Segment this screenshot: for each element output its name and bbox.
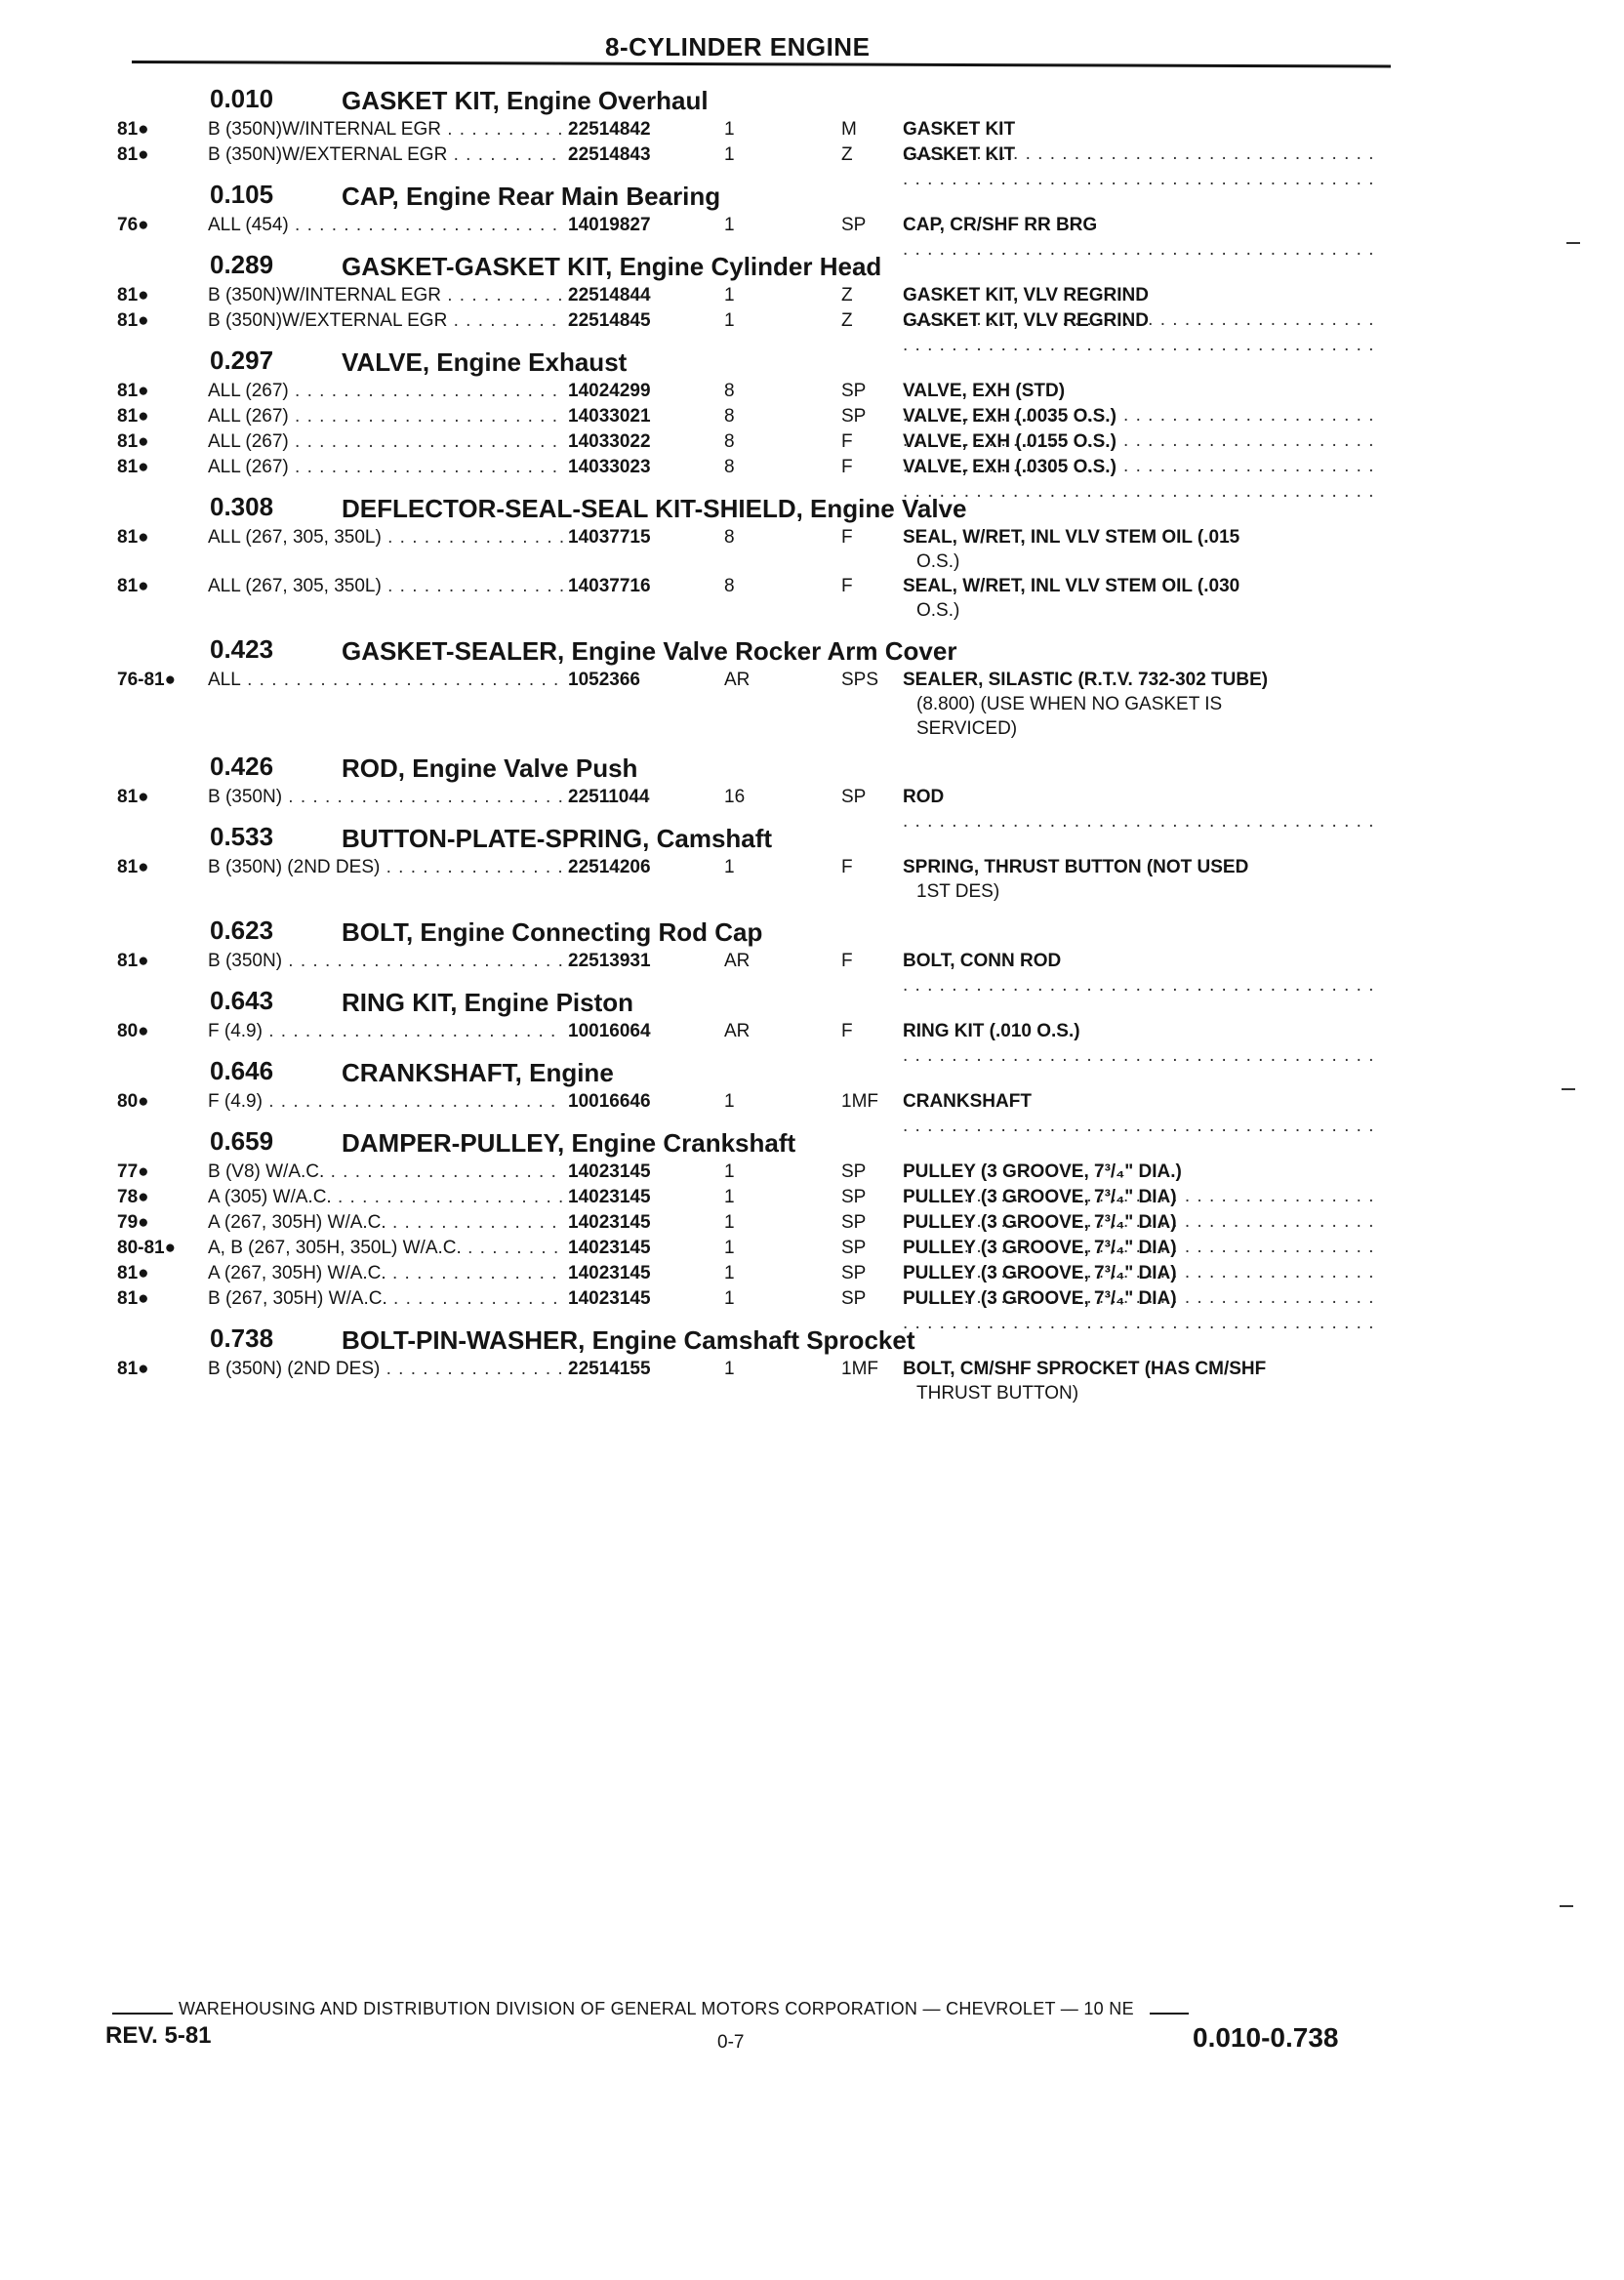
model-year: 81●: [117, 119, 149, 140]
part-group: [0, 629, 1624, 746]
group-description: CRANKSHAFT, Engine: [342, 1058, 614, 1087]
part-name-line: SEAL, W/RET, INL VLV STEM OIL (.015: [903, 527, 1240, 548]
part-number: 10016064: [564, 1019, 651, 1043]
application: B (350N)W/EXTERNAL EGR . . .: [208, 142, 564, 167]
part-row: [0, 1357, 1624, 1405]
part-row: [0, 429, 1624, 455]
part-number: 22511044: [564, 785, 650, 809]
model-year: 77●: [117, 1161, 149, 1182]
footer-rule-right: [1150, 2013, 1189, 2015]
source-code: 1MF: [841, 1359, 878, 1379]
part-row: [0, 213, 1624, 238]
application: B (350N)W/EXTERNAL EGR . . .: [208, 308, 564, 333]
part-number: 22514843: [564, 142, 651, 167]
parts-list: [0, 78, 1624, 1411]
application: ALL (267) . . .: [208, 404, 564, 428]
part-number: 14023145: [564, 1160, 651, 1184]
part-number: 14023145: [564, 1286, 651, 1311]
group-heading: [0, 340, 1624, 379]
part-number: 22514845: [564, 308, 651, 333]
part-number: 10016646: [564, 1089, 651, 1114]
model-year: 81●: [117, 1359, 149, 1379]
group-range: 0.010-0.738: [1193, 2022, 1339, 2053]
application: B (350N) . . .: [208, 785, 564, 809]
part-name: [903, 525, 1381, 574]
part-number: 14037716: [564, 574, 651, 598]
model-year: 81●: [117, 951, 149, 971]
part-group: [0, 486, 1624, 629]
part-number: 14023145: [564, 1236, 651, 1260]
model-year: 81●: [117, 144, 149, 165]
application: B (350N) (2ND DES) . . .: [208, 1357, 564, 1381]
part-group: [0, 980, 1624, 1050]
part-name-line: PULLEY (3 GROOVE, 7³/₄" DIA.): [903, 1161, 1182, 1182]
quantity: AR: [724, 670, 751, 690]
source-code: F: [841, 1021, 853, 1041]
application: F (4.9) . . .: [208, 1019, 564, 1043]
model-year: 76●: [117, 215, 149, 235]
source-code: Z: [841, 144, 853, 165]
part-number: 14023145: [564, 1210, 651, 1235]
part-group: [0, 746, 1624, 816]
quantity: 1: [724, 215, 735, 235]
quantity: 8: [724, 406, 735, 427]
part-number: 14023145: [564, 1185, 651, 1209]
source-code: Z: [841, 310, 853, 331]
part-group: [0, 174, 1624, 244]
model-year: 79●: [117, 1212, 149, 1233]
group-code: 0.643: [210, 986, 274, 1015]
quantity: 8: [724, 527, 735, 548]
group-description: ROD, Engine Valve Push: [342, 753, 638, 783]
part-name-line: SEALER, SILASTIC (R.T.V. 732-302 TUBE): [903, 670, 1269, 690]
source-code: SP: [841, 1288, 867, 1309]
page-number: 0-7: [717, 2032, 745, 2053]
part-number: 22514842: [564, 117, 651, 142]
application: B (267, 305H) W/A.C. . . .: [208, 1286, 564, 1311]
application: B (350N) . . .: [208, 949, 564, 973]
part-name-line: 1ST DES): [916, 881, 1000, 902]
quantity: 1: [724, 1238, 735, 1258]
application: A (267, 305H) W/A.C. . . .: [208, 1261, 564, 1285]
part-row: [0, 1210, 1624, 1236]
group-heading: [0, 244, 1624, 283]
model-year: 81●: [117, 381, 149, 401]
source-code: F: [841, 527, 853, 548]
group-code: 0.423: [210, 634, 274, 664]
part-name-line: O.S.): [916, 600, 960, 621]
group-heading: [0, 1120, 1624, 1160]
group-code: 0.010: [210, 84, 274, 113]
part-number: 22514155: [564, 1357, 651, 1381]
part-name-line: ROD: [903, 787, 945, 807]
group-heading: [0, 1318, 1624, 1357]
group-heading: [0, 629, 1624, 668]
model-year: 81●: [117, 1263, 149, 1283]
footer-division: [112, 1999, 1357, 2019]
part-row: [0, 1089, 1624, 1115]
page-title: 8-CYLINDER ENGINE: [605, 32, 871, 61]
quantity: 8: [724, 576, 735, 596]
model-year: 80●: [117, 1091, 149, 1112]
application: F (4.9) . . .: [208, 1089, 564, 1114]
part-number: 14037715: [564, 525, 651, 550]
quantity: 1: [724, 1212, 735, 1233]
part-name-line: PULLEY (3 GROOVE, 7³/₄" DIA): [903, 1263, 1177, 1283]
group-code: 0.308: [210, 492, 274, 521]
part-name-line: CAP, CR/SHF RR BRG: [903, 215, 1098, 235]
application: B (350N)W/INTERNAL EGR . . .: [208, 283, 564, 307]
model-year: 81●: [117, 1288, 149, 1309]
application: ALL (267) . . .: [208, 379, 564, 403]
part-name-line: VALVE, EXH (.0155 O.S.): [903, 431, 1116, 452]
group-description: BUTTON-PLATE-SPRING, Camshaft: [342, 824, 773, 853]
part-row: [0, 308, 1624, 334]
group-description: GASKET-GASKET KIT, Engine Cylinder Head: [342, 252, 882, 281]
application: ALL (267, 305, 350L) . . .: [208, 574, 564, 598]
margin-tick: [1560, 1905, 1573, 1907]
source-code: SP: [841, 1238, 867, 1258]
source-code: SP: [841, 1263, 867, 1283]
application: ALL (267) . . .: [208, 429, 564, 454]
part-number: 14019827: [564, 213, 651, 237]
part-row: [0, 1236, 1624, 1261]
part-row: [0, 1185, 1624, 1210]
part-group: [0, 910, 1624, 980]
application: ALL (267, 305, 350L) . . .: [208, 525, 564, 550]
margin-tick: [1562, 1088, 1575, 1090]
model-year: 78●: [117, 1187, 149, 1207]
part-number: 14024299: [564, 379, 651, 403]
part-group: [0, 1318, 1624, 1411]
quantity: 1: [724, 310, 735, 331]
part-name: [903, 668, 1381, 741]
group-code: 0.289: [210, 250, 274, 279]
part-name-line: VALVE, EXH (STD): [903, 381, 1066, 401]
part-row: [0, 668, 1624, 740]
quantity: 1: [724, 857, 735, 877]
group-code: 0.646: [210, 1056, 274, 1085]
model-year: 81●: [117, 787, 149, 807]
application: ALL . . .: [208, 668, 564, 692]
model-year: 81●: [117, 285, 149, 305]
group-description: DAMPER-PULLEY, Engine Crankshaft: [342, 1128, 796, 1158]
group-heading: [0, 746, 1624, 785]
group-description: GASKET KIT, Engine Overhaul: [342, 86, 709, 115]
part-number: 1052366: [564, 668, 640, 692]
application: B (V8) W/A.C. . . .: [208, 1160, 564, 1184]
part-name: [903, 1357, 1381, 1405]
quantity: 8: [724, 431, 735, 452]
quantity: 1: [724, 144, 735, 165]
group-code: 0.297: [210, 346, 274, 375]
quantity: 1: [724, 285, 735, 305]
part-row: [0, 525, 1624, 574]
source-code: F: [841, 457, 853, 477]
quantity: AR: [724, 951, 751, 971]
source-code: SP: [841, 381, 867, 401]
application: B (350N)W/INTERNAL EGR . . .: [208, 117, 564, 142]
group-description: VALVE, Engine Exhaust: [342, 347, 628, 377]
source-code: SP: [841, 215, 867, 235]
application: A (305) W/A.C. . . .: [208, 1185, 564, 1209]
part-name-line: BOLT, CONN ROD: [903, 951, 1062, 971]
quantity: 1: [724, 1161, 735, 1182]
group-description: CAP, Engine Rear Main Bearing: [342, 182, 721, 211]
model-year: 81●: [117, 857, 149, 877]
part-name-line: SPRING, THRUST BUTTON (NOT USED: [903, 857, 1249, 877]
group-description: BOLT, Engine Connecting Rod Cap: [342, 917, 763, 947]
part-name-line: CRANKSHAFT: [903, 1091, 1032, 1112]
part-name-line: O.S.): [916, 551, 960, 572]
group-code: 0.659: [210, 1126, 274, 1156]
application: ALL (267) . . .: [208, 455, 564, 479]
part-row: [0, 1261, 1624, 1286]
part-name-line: VALVE, EXH (.0305 O.S.): [903, 457, 1116, 477]
part-name-line: THRUST BUTTON): [916, 1383, 1079, 1404]
part-group: [0, 816, 1624, 910]
group-heading: [0, 174, 1624, 213]
part-number: 22514844: [564, 283, 651, 307]
part-row: [0, 283, 1624, 308]
quantity: 8: [724, 457, 735, 477]
model-year: 80-81●: [117, 1238, 177, 1258]
group-heading: [0, 910, 1624, 949]
source-code: F: [841, 431, 853, 452]
model-year: 81●: [117, 406, 149, 427]
part-group: [0, 1120, 1624, 1318]
group-code: 0.426: [210, 752, 274, 781]
part-group: [0, 244, 1624, 340]
part-number: 22513931: [564, 949, 651, 973]
model-year: 81●: [117, 431, 149, 452]
part-row: [0, 574, 1624, 623]
source-code: Z: [841, 285, 853, 305]
quantity: 1: [724, 1263, 735, 1283]
part-name: [903, 855, 1381, 904]
source-code: SP: [841, 787, 867, 807]
source-code: SP: [841, 1212, 867, 1233]
part-name-line: (8.800) (USE WHEN NO GASKET IS: [916, 694, 1223, 714]
source-code: M: [841, 119, 857, 140]
application: A (267, 305H) W/A.C. . . .: [208, 1210, 564, 1235]
part-name-line: PULLEY (3 GROOVE, 7³/₄" DIA): [903, 1238, 1177, 1258]
group-code: 0.533: [210, 822, 274, 851]
model-year: 81●: [117, 310, 149, 331]
group-code: 0.623: [210, 916, 274, 945]
part-name-line: PULLEY (3 GROOVE, 7³/₄" DIA): [903, 1288, 1177, 1309]
model-year: 81●: [117, 527, 149, 548]
group-code: 0.738: [210, 1323, 274, 1353]
quantity: 16: [724, 787, 746, 807]
source-code: F: [841, 951, 853, 971]
part-row: [0, 949, 1624, 974]
part-name-line: GASKET KIT, VLV REGRIND: [903, 310, 1149, 331]
part-row: [0, 855, 1624, 904]
source-code: SPS: [841, 670, 879, 690]
quantity: 1: [724, 119, 735, 140]
part-group: [0, 78, 1624, 174]
part-row: [0, 1019, 1624, 1044]
group-heading: [0, 816, 1624, 855]
part-name-line: SERVICED): [916, 718, 1018, 739]
part-row: [0, 1160, 1624, 1185]
part-number: 14033022: [564, 429, 651, 454]
part-row: [0, 455, 1624, 480]
source-code: F: [841, 857, 853, 877]
footer-division-text: WAREHOUSING AND DISTRIBUTION DIVISION OF GENERAL MOTORS CORPORATION — CHEVROLET — 10 NE: [179, 1999, 1134, 2018]
group-heading: [0, 1050, 1624, 1089]
part-number: 14033021: [564, 404, 651, 428]
model-year: 81●: [117, 457, 149, 477]
part-row: [0, 785, 1624, 810]
part-row: [0, 1286, 1624, 1312]
part-name-line: BOLT, CM/SHF SPROCKET (HAS CM/SHF: [903, 1359, 1267, 1379]
part-group: [0, 340, 1624, 486]
source-code: 1MF: [841, 1091, 878, 1112]
quantity: 1: [724, 1187, 735, 1207]
application: ALL (454) . . .: [208, 213, 564, 237]
part-group: [0, 1050, 1624, 1120]
source-code: F: [841, 576, 853, 596]
group-heading: [0, 78, 1624, 117]
part-name-line: PULLEY (3 GROOVE, 7³/₄" DIA): [903, 1187, 1177, 1207]
source-code: SP: [841, 406, 867, 427]
part-name-line: GASKET KIT: [903, 144, 1016, 165]
model-year: 81●: [117, 576, 149, 596]
part-number: 22514206: [564, 855, 651, 879]
quantity: 1: [724, 1288, 735, 1309]
quantity: 8: [724, 381, 735, 401]
application: A, B (267, 305H, 350L) W/A.C. . . .: [208, 1236, 564, 1260]
source-code: SP: [841, 1161, 867, 1182]
part-name-line: SEAL, W/RET, INL VLV STEM OIL (.030: [903, 576, 1240, 596]
group-description: DEFLECTOR-SEAL-SEAL KIT-SHIELD, Engine Valve: [342, 494, 967, 523]
group-description: GASKET-SEALER, Engine Valve Rocker Arm Cover: [342, 636, 957, 666]
part-name: [903, 574, 1381, 623]
group-heading: [0, 486, 1624, 525]
application: B (350N) (2ND DES) . . .: [208, 855, 564, 879]
model-year: 80●: [117, 1021, 149, 1041]
source-code: SP: [841, 1187, 867, 1207]
footer-rule-left: [112, 2013, 173, 2015]
model-year: 76-81●: [117, 670, 177, 690]
part-name-line: GASKET KIT: [903, 119, 1016, 140]
margin-tick: [1566, 242, 1580, 244]
part-row: [0, 379, 1624, 404]
group-code: 0.105: [210, 180, 274, 209]
part-name-line: PULLEY (3 GROOVE, 7³/₄" DIA): [903, 1212, 1177, 1233]
group-heading: [0, 980, 1624, 1019]
quantity: AR: [724, 1021, 751, 1041]
part-name-line: VALVE, EXH (.0035 O.S.): [903, 406, 1116, 427]
group-description: RING KIT, Engine Piston: [342, 988, 634, 1017]
part-name-line: RING KIT (.010 O.S.): [903, 1021, 1080, 1041]
quantity: 1: [724, 1091, 735, 1112]
quantity: 1: [724, 1359, 735, 1379]
part-number: 14023145: [564, 1261, 651, 1285]
revision-label: REV. 5-81: [105, 2022, 212, 2049]
group-description: BOLT-PIN-WASHER, Engine Camshaft Sprocket: [342, 1325, 915, 1355]
part-row: [0, 117, 1624, 142]
part-name-line: GASKET KIT, VLV REGRIND: [903, 285, 1149, 305]
part-row: [0, 142, 1624, 168]
part-number: 14033023: [564, 455, 651, 479]
part-row: [0, 404, 1624, 429]
